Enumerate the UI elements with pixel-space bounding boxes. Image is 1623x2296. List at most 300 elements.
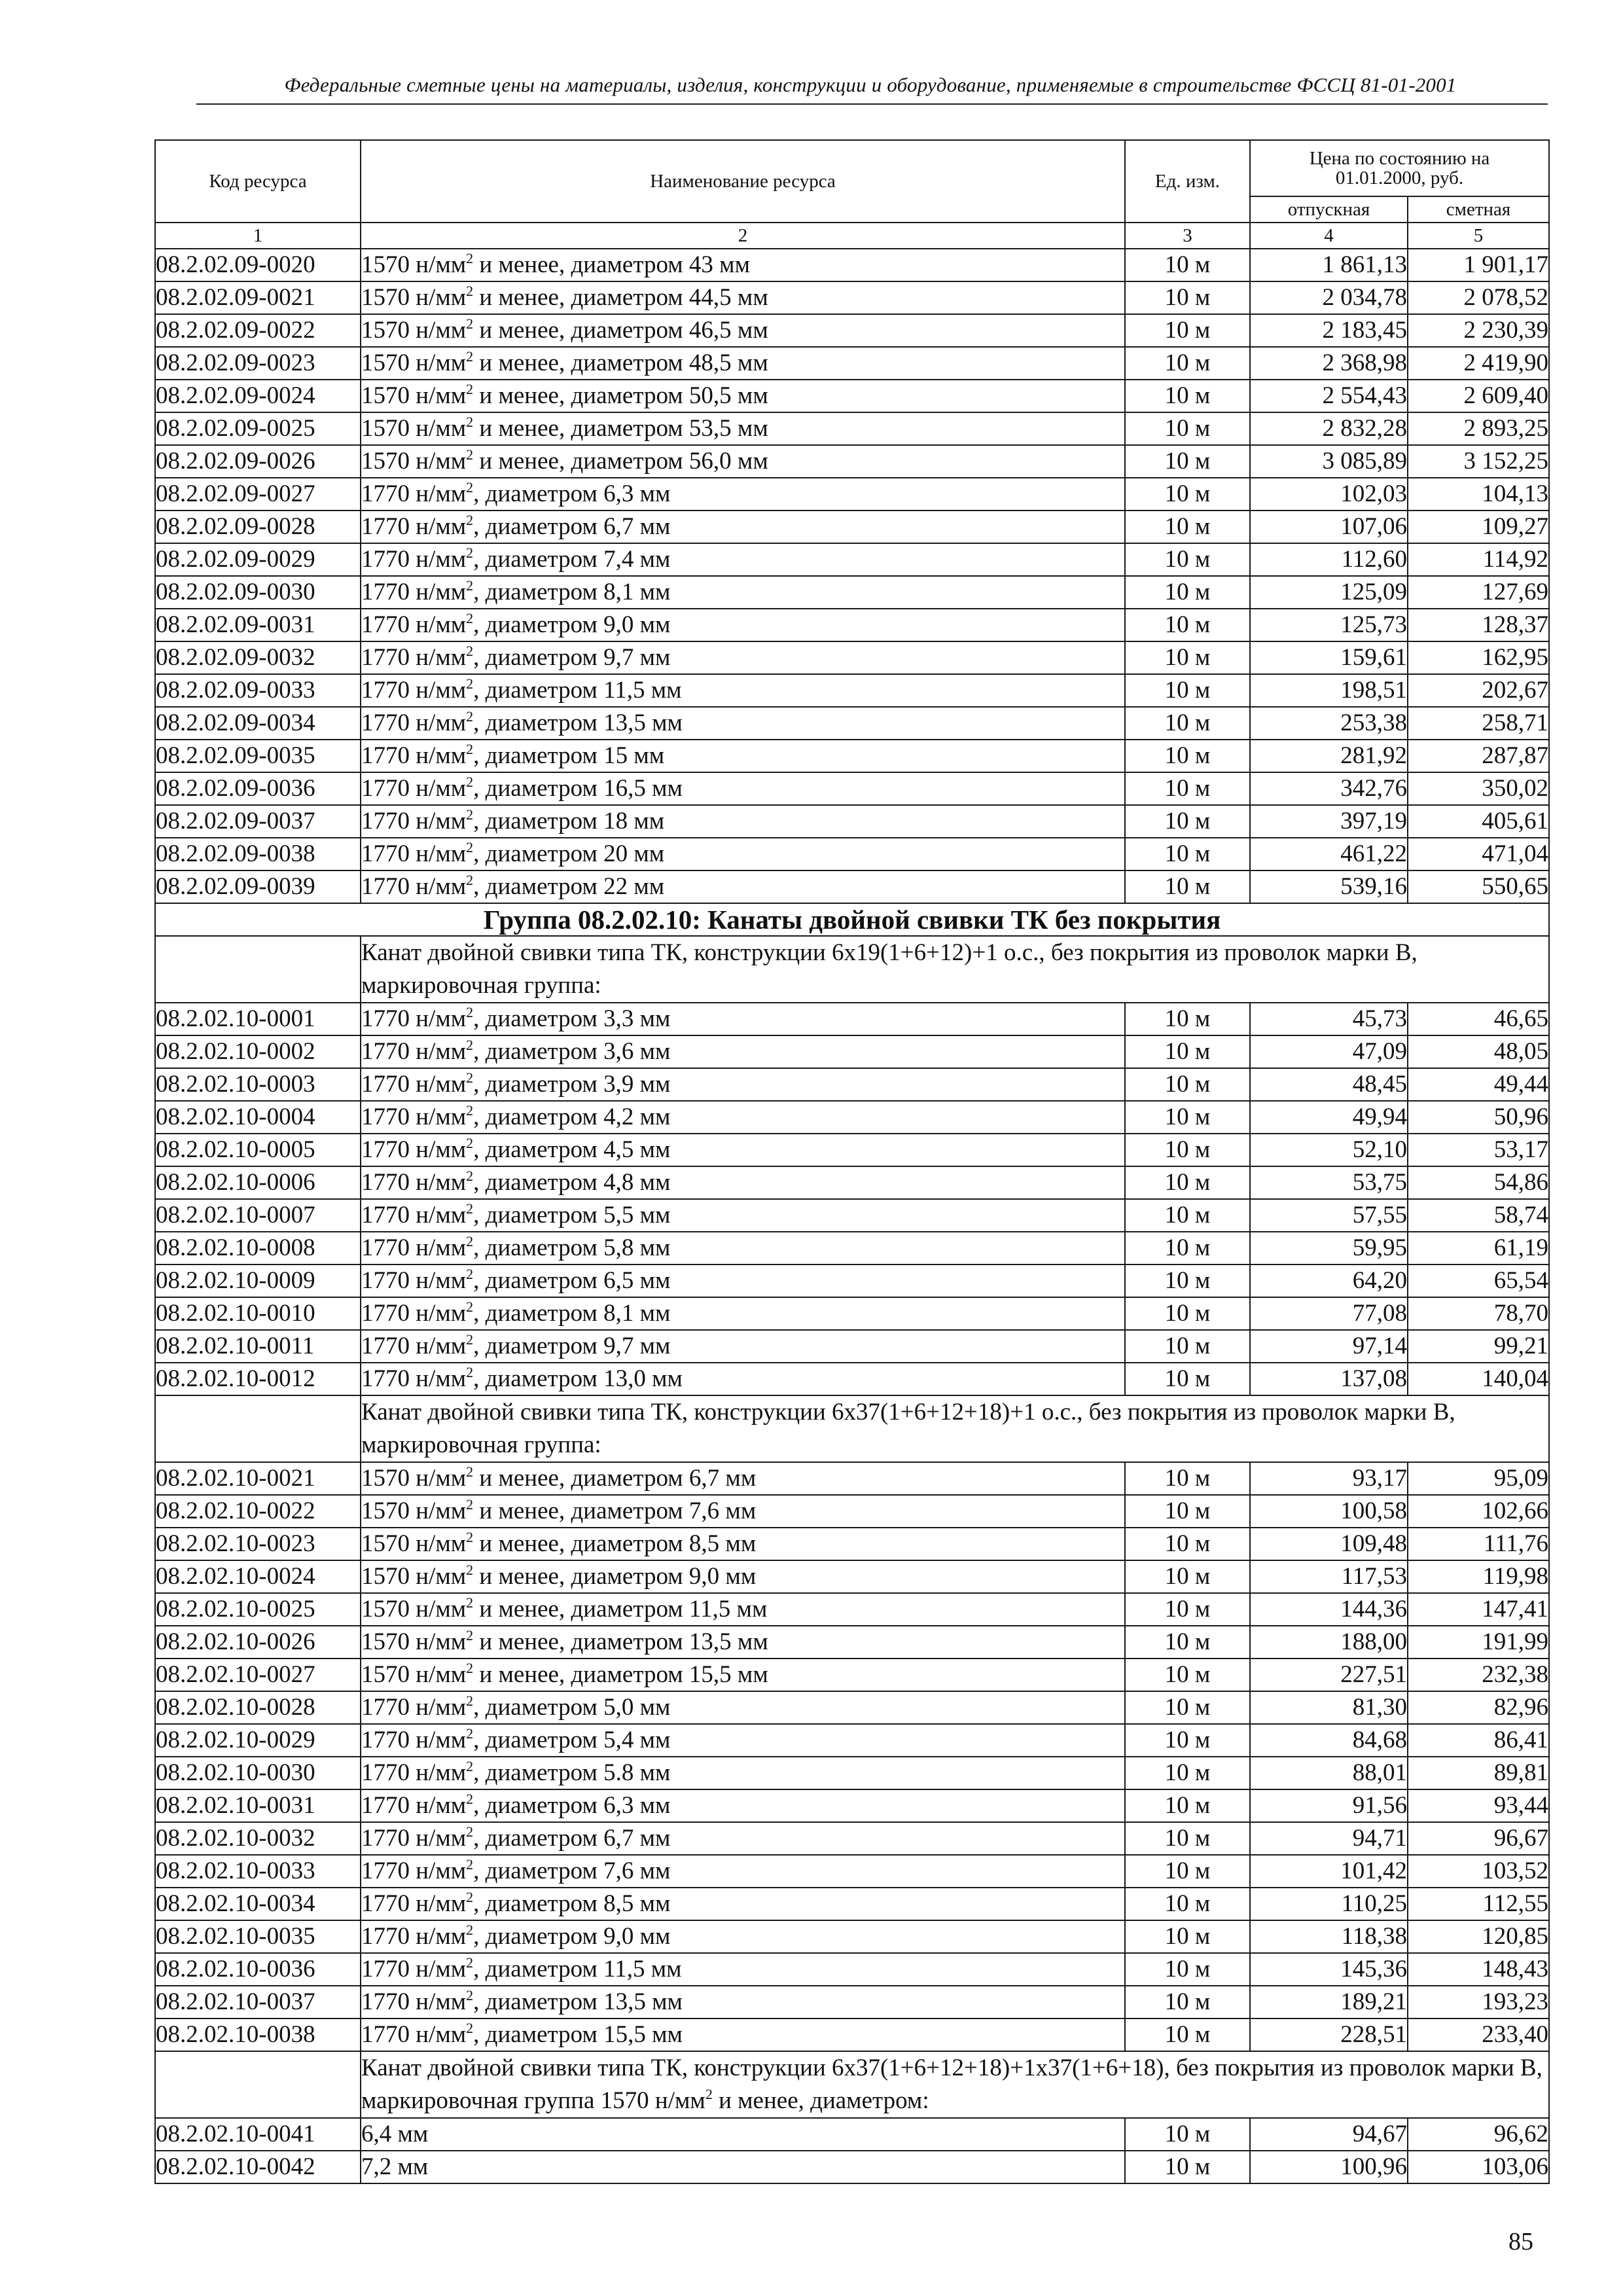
strength-value: 1770 н/мм [361, 1923, 467, 1950]
resource-name [361, 2018, 1125, 2051]
release-price: 188,00 [1250, 1626, 1408, 1659]
resource-name [361, 1199, 1125, 1232]
strength-value: 1570 н/мм [361, 284, 467, 311]
strength-value: 1770 н/мм [361, 1857, 467, 1884]
estimate-price: 191,99 [1408, 1626, 1549, 1659]
subgroup-code-empty [155, 1395, 361, 1462]
resource-code: 08.2.02.10-0012 [155, 1363, 361, 1395]
squared-superscript: 2 [466, 1922, 474, 1938]
resource-code: 08.2.02.10-0032 [155, 1822, 361, 1855]
table-row [155, 1593, 1549, 1626]
resource-code: 08.2.02.10-0022 [155, 1495, 361, 1528]
resource-description: 7,2 мм [361, 2153, 429, 2180]
table-row [155, 838, 1549, 870]
release-price: 100,96 [1250, 2151, 1408, 2183]
resource-name [361, 1462, 1125, 1495]
header-price: Цена по состоянию на 01.01.2000, руб. [1250, 140, 1549, 196]
table-row [155, 543, 1549, 576]
release-price: 81,30 [1250, 1691, 1408, 1724]
strength-value: 1570 н/мм [361, 382, 467, 409]
resource-name [361, 543, 1125, 576]
resource-code: 08.2.02.09-0035 [155, 740, 361, 772]
resource-name [361, 1101, 1125, 1134]
estimate-price: 114,92 [1408, 543, 1549, 576]
resource-name [361, 1560, 1125, 1593]
resource-description: , диаметром 11,5 мм [473, 1956, 682, 1982]
strength-value: 1770 н/мм [361, 644, 467, 671]
strength-value: 1570 н/мм [361, 1661, 467, 1688]
estimate-price: 287,87 [1408, 740, 1549, 772]
release-price: 49,94 [1250, 1101, 1408, 1134]
resource-description: , диаметром 22 мм [473, 873, 665, 900]
resource-name [361, 1659, 1125, 1691]
squared-superscript: 2 [466, 545, 474, 561]
table-row [155, 1232, 1549, 1265]
resource-description: , диаметром 18 мм [473, 808, 665, 834]
unit-cell: 10 м [1125, 2151, 1250, 2183]
estimate-price: 471,04 [1408, 838, 1549, 870]
release-price: 2 554,43 [1250, 380, 1408, 412]
header-release: отпускная [1250, 196, 1408, 223]
strength-value: 1770 н/мм [361, 1234, 467, 1261]
strength-value: 1770 н/мм [361, 677, 467, 704]
release-price: 64,20 [1250, 1265, 1408, 1297]
resource-description: , диаметром 15 мм [473, 742, 665, 769]
estimate-price: 49,44 [1408, 1068, 1549, 1101]
resource-name [361, 1265, 1125, 1297]
resource-name [361, 870, 1125, 903]
estimate-price: 232,38 [1408, 1659, 1549, 1691]
strength-value: 1770 н/мм [361, 775, 467, 802]
unit-cell: 10 м [1125, 1593, 1250, 1626]
resource-code: 08.2.02.10-0001 [155, 1003, 361, 1035]
release-price: 97,14 [1250, 1330, 1408, 1363]
table-row [155, 870, 1549, 903]
unit-cell: 10 м [1125, 609, 1250, 641]
unit-cell: 10 м [1125, 1101, 1250, 1134]
strength-value: 1570 н/мм [361, 448, 467, 475]
squared-superscript: 2 [466, 512, 474, 528]
release-price: 253,38 [1250, 707, 1408, 740]
squared-superscript: 2 [466, 675, 474, 692]
table-row [155, 1068, 1549, 1101]
unit-cell: 10 м [1125, 772, 1250, 805]
resource-name [361, 1986, 1125, 2018]
resource-code: 08.2.02.10-0029 [155, 1724, 361, 1757]
resource-description: и менее, диаметром 13,5 мм [473, 1628, 768, 1655]
unit-cell: 10 м [1125, 1166, 1250, 1199]
strength-value: 1770 н/мм [361, 1005, 467, 1032]
resource-name [361, 609, 1125, 641]
strength-value: 1570 н/мм [361, 1563, 467, 1590]
release-price: 137,08 [1250, 1363, 1408, 1395]
resource-description: , диаметром 8,1 мм [473, 579, 671, 605]
estimate-price: 147,41 [1408, 1593, 1549, 1626]
estimate-price: 258,71 [1408, 707, 1549, 740]
unit-cell: 10 м [1125, 2118, 1250, 2151]
squared-superscript: 2 [466, 1889, 474, 1905]
resource-name [361, 740, 1125, 772]
resource-description: , диаметром 15,5 мм [473, 2021, 683, 2048]
subgroup-text: и менее, диаметром: [712, 2087, 929, 2114]
resource-description: , диаметром 7,4 мм [473, 546, 671, 573]
unit-cell: 10 м [1125, 1822, 1250, 1855]
resource-code: 08.2.02.10-0035 [155, 1920, 361, 1953]
table-row [155, 1789, 1549, 1822]
squared-superscript: 2 [466, 1823, 474, 1840]
resource-description: , диаметром 20 мм [473, 840, 665, 867]
resource-description: , диаметром 6,3 мм [473, 480, 671, 507]
resource-code: 08.2.02.10-0021 [155, 1462, 361, 1495]
estimate-price: 78,70 [1408, 1297, 1549, 1330]
squared-superscript: 2 [466, 643, 474, 659]
resource-code: 08.2.02.10-0008 [155, 1232, 361, 1265]
estimate-price: 61,19 [1408, 1232, 1549, 1265]
resource-code: 08.2.02.10-0034 [155, 1888, 361, 1920]
resource-code: 08.2.02.10-0026 [155, 1626, 361, 1659]
release-price: 2 034,78 [1250, 281, 1408, 314]
resource-code: 08.2.02.10-0002 [155, 1035, 361, 1068]
squared-superscript: 2 [466, 1331, 474, 1348]
unit-cell: 10 м [1125, 1855, 1250, 1888]
strength-value: 1770 н/мм [361, 742, 467, 769]
squared-superscript: 2 [466, 1102, 474, 1119]
resource-name [361, 707, 1125, 740]
squared-superscript: 2 [466, 774, 474, 790]
strength-value: 1770 н/мм [361, 1365, 467, 1392]
unit-cell: 10 м [1125, 1986, 1250, 2018]
strength-value: 1570 н/мм [361, 1498, 467, 1524]
estimate-price: 46,65 [1408, 1003, 1549, 1035]
resource-description: , диаметром 5,0 мм [473, 1694, 671, 1721]
resource-code: 08.2.02.09-0022 [155, 314, 361, 347]
unit-cell: 10 м [1125, 1068, 1250, 1101]
estimate-price: 148,43 [1408, 1953, 1549, 1986]
resource-name [361, 805, 1125, 838]
release-price: 228,51 [1250, 2018, 1408, 2051]
table-row [155, 314, 1549, 347]
header-estimate: сметная [1408, 196, 1549, 223]
resource-code: 08.2.02.10-0023 [155, 1528, 361, 1560]
table-row [155, 1134, 1549, 1166]
release-price: 2 832,28 [1250, 412, 1408, 445]
resource-description: , диаметром 6,5 мм [473, 1267, 671, 1294]
unit-cell: 10 м [1125, 707, 1250, 740]
squared-superscript: 2 [466, 1200, 474, 1217]
resource-name [361, 347, 1125, 380]
release-price: 117,53 [1250, 1560, 1408, 1593]
table-row [155, 1691, 1549, 1724]
unit-cell: 10 м [1125, 412, 1250, 445]
unit-cell: 10 м [1125, 1297, 1250, 1330]
resource-name [361, 1724, 1125, 1757]
release-price: 539,16 [1250, 870, 1408, 903]
resource-description: , диаметром 8,1 мм [473, 1300, 671, 1327]
estimate-price: 82,96 [1408, 1691, 1549, 1724]
estimate-price: 58,74 [1408, 1199, 1549, 1232]
unit-cell: 10 м [1125, 478, 1250, 511]
col-number: 4 [1250, 223, 1408, 249]
table-row [155, 1888, 1549, 1920]
squared-superscript: 2 [466, 872, 474, 888]
header-rule [196, 103, 1548, 105]
table-row [155, 609, 1549, 641]
resource-code: 08.2.02.09-0037 [155, 805, 361, 838]
col-number: 5 [1408, 223, 1549, 249]
release-price: 59,95 [1250, 1232, 1408, 1265]
table-row [155, 445, 1549, 478]
squared-superscript: 2 [466, 1299, 474, 1315]
unit-cell: 10 м [1125, 1888, 1250, 1920]
resource-code: 08.2.02.09-0034 [155, 707, 361, 740]
table-row [155, 1462, 1549, 1495]
squared-superscript: 2 [466, 1004, 474, 1020]
table-row [155, 1035, 1549, 1068]
resource-name [361, 838, 1125, 870]
unit-cell: 10 м [1125, 740, 1250, 772]
subgroup-row [155, 936, 1549, 1003]
table-row [155, 2018, 1549, 2051]
table-row [155, 380, 1549, 412]
resource-description: , диаметром 13,0 мм [473, 1365, 683, 1392]
estimate-price: 109,27 [1408, 511, 1549, 543]
estimate-price: 128,37 [1408, 609, 1549, 641]
resource-description: , диаметром 9,7 мм [473, 644, 671, 671]
release-price: 461,22 [1250, 838, 1408, 870]
release-price: 100,58 [1250, 1495, 1408, 1528]
release-price: 47,09 [1250, 1035, 1408, 1068]
strength-value: 1770 н/мм [361, 1956, 467, 1982]
release-price: 342,76 [1250, 772, 1408, 805]
resource-description: и менее, диаметром 8,5 мм [473, 1530, 757, 1557]
unit-cell: 10 м [1125, 1199, 1250, 1232]
estimate-price: 3 152,25 [1408, 445, 1549, 478]
squared-superscript: 2 [466, 1266, 474, 1282]
resource-name [361, 380, 1125, 412]
release-price: 145,36 [1250, 1953, 1408, 1986]
release-price: 2 368,98 [1250, 347, 1408, 380]
release-price: 48,45 [1250, 1068, 1408, 1101]
resource-description: , диаметром 13,5 мм [473, 709, 683, 736]
header-unit: Ед. изм. [1125, 140, 1250, 223]
resource-description: , диаметром 9,0 мм [473, 611, 671, 638]
page-number: 85 [1508, 2228, 1533, 2255]
estimate-price: 127,69 [1408, 576, 1549, 609]
strength-value: 1770 н/мм [361, 1103, 467, 1130]
estimate-price: 1 901,17 [1408, 249, 1549, 281]
col-number: 1 [155, 223, 361, 249]
estimate-price: 102,66 [1408, 1495, 1549, 1528]
estimate-price: 119,98 [1408, 1560, 1549, 1593]
estimate-price: 86,41 [1408, 1724, 1549, 1757]
table-row [155, 740, 1549, 772]
resource-code: 08.2.02.10-0037 [155, 1986, 361, 2018]
table-body [155, 249, 1549, 2183]
resource-name [361, 1822, 1125, 1855]
resource-name [361, 1068, 1125, 1101]
strength-value: 1570 н/мм [361, 350, 467, 376]
resource-code: 08.2.02.09-0038 [155, 838, 361, 870]
unit-cell: 10 м [1125, 1003, 1250, 1035]
estimate-price: 48,05 [1408, 1035, 1549, 1068]
strength-value: 1770 н/мм [361, 1727, 467, 1753]
resource-description: , диаметром 11,5 мм [473, 677, 682, 704]
group-row [155, 903, 1549, 936]
strength-value: 1770 н/мм [361, 1071, 467, 1098]
table-row [155, 412, 1549, 445]
resource-name [361, 1757, 1125, 1789]
resource-code: 08.2.02.09-0029 [155, 543, 361, 576]
running-header: Федеральные сметные цены на материалы, изделия, конструкции и оборудование, применяемые в строительстве ФССЦ 81-01-2001 [284, 73, 1457, 96]
header-name: Наименование ресурса [361, 140, 1125, 223]
resource-description: , диаметром 7,6 мм [473, 1857, 671, 1884]
resource-description: , диаметром 16,5 мм [473, 775, 683, 802]
release-price: 93,17 [1250, 1462, 1408, 1495]
unit-cell: 10 м [1125, 1757, 1250, 1789]
unit-cell: 10 м [1125, 2018, 1250, 2051]
resource-code: 08.2.02.09-0027 [155, 478, 361, 511]
resource-code: 08.2.02.10-0027 [155, 1659, 361, 1691]
resource-name [361, 1855, 1125, 1888]
resource-description: , диаметром 4,5 мм [473, 1136, 671, 1163]
estimate-price: 93,44 [1408, 1789, 1549, 1822]
table-row [155, 347, 1549, 380]
strength-value: 1570 н/мм [361, 1530, 467, 1557]
table-row [155, 1495, 1549, 1528]
table-row [155, 1724, 1549, 1757]
col-number: 3 [1125, 223, 1250, 249]
table-row [155, 1855, 1549, 1888]
strength-value: 1770 н/мм [361, 1792, 467, 1819]
strength-value: 1770 н/мм [361, 1038, 467, 1065]
estimate-price: 54,86 [1408, 1166, 1549, 1199]
table-row [155, 1528, 1549, 1560]
header-code: Код ресурса [155, 140, 361, 223]
unit-cell: 10 м [1125, 870, 1250, 903]
estimate-price: 120,85 [1408, 1920, 1549, 1953]
estimate-price: 2 230,39 [1408, 314, 1549, 347]
resource-name [361, 1035, 1125, 1068]
subgroup-code-empty [155, 2051, 361, 2118]
squared-superscript: 2 [466, 1463, 474, 1480]
resource-description: , диаметром 13,5 мм [473, 1988, 683, 2015]
resource-code: 08.2.02.10-0033 [155, 1855, 361, 1888]
table-row [155, 772, 1549, 805]
strength-value: 1770 н/мм [361, 1988, 467, 2015]
resource-name [361, 1166, 1125, 1199]
release-price: 52,10 [1250, 1134, 1408, 1166]
resource-name [361, 1232, 1125, 1265]
squared-superscript: 2 [466, 1987, 474, 2003]
resource-name [361, 1789, 1125, 1822]
release-price: 109,48 [1250, 1528, 1408, 1560]
resource-code: 08.2.02.10-0024 [155, 1560, 361, 1593]
squared-superscript: 2 [466, 708, 474, 725]
strength-value: 1570 н/мм [361, 317, 467, 344]
resource-code: 08.2.02.09-0033 [155, 674, 361, 707]
squared-superscript: 2 [466, 414, 474, 430]
unit-cell: 10 м [1125, 1626, 1250, 1659]
price-table [154, 139, 1550, 2184]
squared-superscript: 2 [466, 1725, 474, 1742]
resource-code: 08.2.02.09-0023 [155, 347, 361, 380]
estimate-price: 96,62 [1408, 2118, 1549, 2151]
resource-code: 08.2.02.09-0031 [155, 609, 361, 641]
strength-value: 1770 н/мм [361, 840, 467, 867]
estimate-price: 89,81 [1408, 1757, 1549, 1789]
resource-name [361, 641, 1125, 674]
release-price: 112,60 [1250, 543, 1408, 576]
strength-value: 1770 н/мм [361, 873, 467, 900]
resource-name [361, 576, 1125, 609]
subgroup-text: Канат двойной свивки типа ТК, конструкции 6х37(1+6+12+18)+1х37(1+6+18), без покрытия из проволок марки В, маркировочная группа 1570 н/мм [361, 2054, 1543, 2114]
resource-description: , диаметром 9,7 мм [473, 1333, 671, 1359]
squared-superscript: 2 [705, 2086, 713, 2102]
resource-code: 08.2.02.09-0030 [155, 576, 361, 609]
unit-cell: 10 м [1125, 1035, 1250, 1068]
resource-code: 08.2.02.10-0042 [155, 2151, 361, 2183]
resource-name [361, 478, 1125, 511]
unit-cell: 10 м [1125, 1659, 1250, 1691]
resource-description: , диаметром 3,3 мм [473, 1005, 671, 1032]
release-price: 2 183,45 [1250, 314, 1408, 347]
table-row [155, 1986, 1549, 2018]
resource-description: , диаметром 3,9 мм [473, 1071, 671, 1098]
resource-name [361, 1297, 1125, 1330]
estimate-price: 550,65 [1408, 870, 1549, 903]
resource-code: 08.2.02.09-0032 [155, 641, 361, 674]
resource-name [361, 1134, 1125, 1166]
estimate-price: 53,17 [1408, 1134, 1549, 1166]
unit-cell: 10 м [1125, 1920, 1250, 1953]
estimate-price: 96,67 [1408, 1822, 1549, 1855]
unit-cell: 10 м [1125, 1953, 1250, 1986]
resource-name [361, 1626, 1125, 1659]
squared-superscript: 2 [466, 1594, 474, 1611]
col-number: 2 [361, 223, 1125, 249]
unit-cell: 10 м [1125, 1330, 1250, 1363]
subgroup-row [155, 2051, 1549, 2118]
resource-code: 08.2.02.10-0030 [155, 1757, 361, 1789]
table-row [155, 1330, 1549, 1363]
squared-superscript: 2 [466, 610, 474, 626]
estimate-price: 2 078,52 [1408, 281, 1549, 314]
squared-superscript: 2 [466, 2020, 474, 2036]
group-title: Группа 08.2.02.10: Канаты двойной свивки ТК без покрытия [155, 903, 1549, 936]
resource-name [361, 412, 1125, 445]
resource-code: 08.2.02.10-0036 [155, 1953, 361, 1986]
table-row [155, 1626, 1549, 1659]
squared-superscript: 2 [466, 250, 474, 266]
table-row [155, 1003, 1549, 1035]
release-price: 159,61 [1250, 641, 1408, 674]
resource-code: 08.2.02.10-0025 [155, 1593, 361, 1626]
resource-description: и менее, диаметром 46,5 мм [473, 317, 768, 344]
resource-description: , диаметром 8,5 мм [473, 1890, 671, 1917]
resource-name [361, 1528, 1125, 1560]
resource-name [361, 1888, 1125, 1920]
squared-superscript: 2 [466, 1037, 474, 1053]
table-row [155, 1659, 1549, 1691]
strength-value: 1770 н/мм [361, 611, 467, 638]
release-price: 189,21 [1250, 1986, 1408, 2018]
squared-superscript: 2 [466, 446, 474, 463]
squared-superscript: 2 [466, 1233, 474, 1249]
release-price: 57,55 [1250, 1199, 1408, 1232]
release-price: 84,68 [1250, 1724, 1408, 1757]
estimate-price: 162,95 [1408, 641, 1549, 674]
unit-cell: 10 м [1125, 576, 1250, 609]
